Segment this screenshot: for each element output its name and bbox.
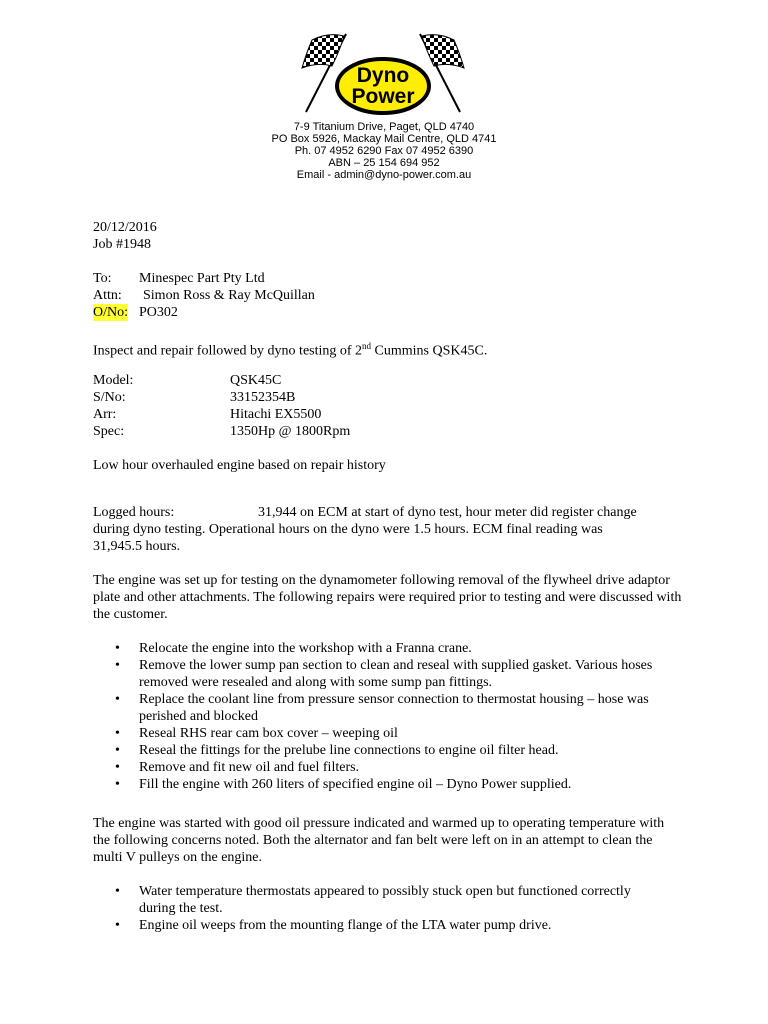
to-value: Minespec Part Pty Ltd: [139, 271, 265, 286]
list-item: • Remove and fit new oil and fuel filters.: [93, 759, 653, 776]
company-contact-block: [0, 121, 768, 181]
po-box-line: PO Box 5926, Mackay Mail Centre, QLD 4741: [271, 133, 497, 145]
spec-label: Spec:: [93, 424, 125, 439]
logged-hours-label: Logged hours:: [93, 505, 175, 520]
dyno-power-logo: [298, 30, 468, 120]
spec-label: Arr:: [93, 407, 117, 422]
left-checkered-flag-icon: [302, 34, 346, 112]
logged-hours-line-1: 31,944 on ECM at start of dyno test, hour meter did register change: [258, 505, 637, 520]
setup-paragraph: The engine was set up for testing on the dynamometer following removal of the flywheel drive adaptor plate and other attachments. The following repairs were required prior to testing and were discussed with the customer.: [93, 573, 682, 622]
intro-text: Inspect and repair followed by dyno testing of 2: [93, 343, 363, 359]
logged-hours-line-3: 31,945.5 hours.: [93, 539, 181, 554]
spec-label: Model:: [93, 373, 134, 388]
abn-line: ABN – 25 154 694 952: [328, 157, 440, 169]
right-checkered-flag-icon: [420, 34, 464, 112]
list-item: • Engine oil weeps from the mounting flange of the LTA water pump drive.: [93, 917, 653, 934]
list-item: • Relocate the engine into the workshop with a Franna crane.: [93, 640, 653, 657]
engine-start-paragraph: The engine was started with good oil pressure indicated and warmed up to operating temperature with the following concerns noted. Both the alternator and fan belt were left on in an attempt to clean the multi V pulleys on the engine.: [93, 816, 665, 865]
repair-history-note: Low hour overhauled engine based on repair history: [93, 458, 386, 473]
list-item: • Reseal RHS rear cam box cover – weeping oil: [93, 725, 653, 742]
repairs-list: [93, 640, 653, 793]
logged-hours-line-2: during dyno testing. Operational hours on the dyno were 1.5 hours. ECM final reading was: [93, 522, 603, 537]
job-number: Job #1948: [93, 237, 151, 252]
to-label: To:: [93, 271, 112, 286]
spec-value: 1350Hp @ 1800Rpm: [230, 424, 351, 439]
address-line: 7-9 Titanium Drive, Paget, QLD 4740: [293, 121, 475, 133]
list-item: • Water temperature thermostats appeared to possibly stuck open but functioned correctly during the test.: [93, 883, 653, 917]
letter-date: 20/12/2016: [93, 220, 157, 235]
list-item: • Remove the lower sump pan section to clean and reseal with supplied gasket. Various hoses removed were resealed and along with some sump pan fittings.: [93, 657, 653, 691]
list-item: • Reseal the fittings for the prelube line connections to engine oil filter head.: [93, 742, 653, 759]
order-number-label: O/No:: [93, 305, 128, 320]
phone-fax-line: Ph. 07 4952 6290 Fax 07 4952 6390: [294, 145, 474, 157]
order-number-value: PO302: [139, 305, 178, 320]
intro-line: [93, 338, 487, 360]
spec-value: Hitachi EX5500: [230, 407, 322, 422]
attn-value: Simon Ross & Ray McQuillan: [143, 288, 315, 303]
svg-text:Power: Power: [351, 85, 415, 108]
spec-value: QSK45C: [230, 373, 282, 388]
concerns-list: [93, 883, 653, 934]
list-item: • Fill the engine with 260 liters of specified engine oil – Dyno Power supplied.: [93, 776, 653, 793]
attn-label: Attn:: [93, 288, 122, 303]
spec-label: S/No:: [93, 390, 126, 405]
email-line: Email - admin@dyno-power.com.au: [296, 169, 472, 181]
svg-text:Dyno: Dyno: [356, 64, 410, 87]
intro-superscript: nd: [362, 341, 372, 351]
intro-text-end: Cummins QSK45C.: [371, 343, 488, 359]
spec-value: 33152354B: [230, 390, 296, 405]
list-item: • Replace the coolant line from pressure sensor connection to thermostat housing – hose was perished and blocked: [93, 691, 653, 725]
